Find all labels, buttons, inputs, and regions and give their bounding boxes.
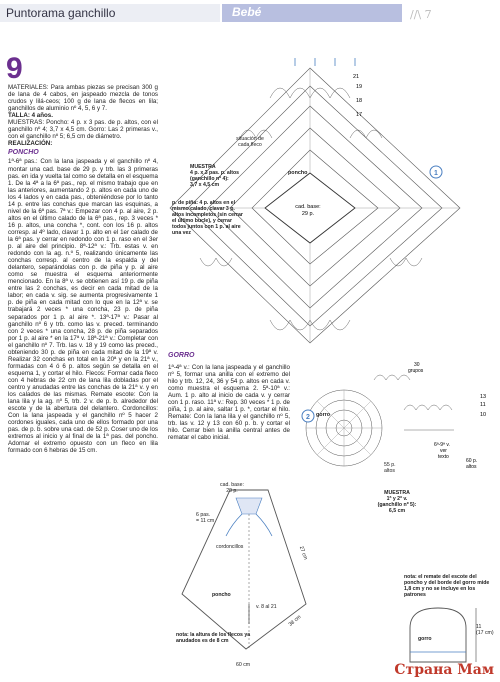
svg-text:60 p.: 60 p. [466, 458, 478, 464]
schema-dim-38: 38 cm [287, 614, 303, 628]
poncho-instructions: 1ª-6ª pas.: Con la lana jaspeada y el ganchillo nº 4, montar una cad. base de 29 p. y trb. las 3 primeras pas. en ida y vuelta tal como se detalla en el esquema 1. De la 4ª a la 6ª pas., rep. el mismo trabajo que en las anteriores, aumentando 2 p. altos en cada uno de los 4 lados y en cada pas., obteniéndose por lo tanto 14 p. entre las conchas que marcan las esquinas, a nivel de la 6ª pas. 7ª v.: Empezar con 4 p. al aire, 2 p. altos en el último calado de la 6ª pas., rep. 3 veces * 16 p. altos, una concha *, cont. con los 16 p. altos corresp. al 4º lado, clavar 1 p. alto en el 1er calado de la 6ª pas. y cerrar en redondo con 1 p. raso en el 3er p. al aire del principio. 8ª-12ª v.: Trb. estas v. en redondo con la ag. n.º 5, realizando únicamente las conchas corresp. al centro de la espalda y del delantero, separándolas con p. de piña y p. al aire como se muestra el esquema anteriormente mencionado. En la 8ª v. se obtienen así 19 p. de piña entre las 2 conchas, es decir en cada mitad de la labor; en cada v. sig. se aumenta progresivamente 1 p. de piña en cada mitad con lo que en la 12ª v. se trabajará 2 veces * una concha, 23 p. de piña separados por 1 p. al aire *. 13ª-17ª v.: Pasar al ganchillo nº 6 y trb. como las v. preced. terminando con 2 veces * una concha, 28 p. de piña separados por 1 p. al aire * en la 17ª v. 18ª-21ª v.: Completar con el ganchillo nº 7. Trb. las v. 18 y 19 como las preced., obteniendo 30 p. de piña en cada mitad de la 19ª v. Realizar 32 conchas en total en la 20ª y en la 21ª v., formadas con 4 ó 6 p. altos según se detalla en el esquema 1, y cortar el hilo. Flecos: Formar cada fleco con 4 hebras de 22 cm de lana lila dobladas por el centro y anudadas entre las conchas de la 21ª v. y en los calados de las mismas. Remate escote: Con la lana lila y la ag. nº 5, trb. 2 v. de p. b. alrededor del escote y de la abertura del delantero. Cordoncillos: Con la lana jaspeada y el ganchillo nº 5 hacer 2 cordones iguales, cada uno de ellos formado por una pas. de p. b. sobre una cad. de 52 p. Coser uno de los extremos al inicio y al final de la 1ª pas. del poncho. Adornar el extremo opuesto con un fleco en lila formado con 6 hebras de 15 cm. [8, 158, 158, 455]
schema-poncho-label: poncho [212, 592, 231, 598]
instructions-column [8, 84, 158, 454]
header-section-label: Bebé [232, 5, 262, 19]
schema-fringe-note: nota: la altura de los flecos ya anudados es de 8 cm [176, 632, 251, 644]
row-label-18: 18 [356, 98, 363, 104]
svg-text:1: 1 [434, 170, 438, 177]
schema-cad-base: cad. base: 29 p. [220, 482, 244, 494]
schema-cordoncillos: cordoncillos [216, 544, 244, 550]
samples-text: MUESTRAS: Poncho: 4 p. x 3 pas. de p. altos, con el ganchillo nº 4; 3,7 x 4,5 cm. Gorro: Las 2 primeras v., con el ganchillo nº 5; 6,5 cm de diámetro. [8, 119, 158, 141]
svg-text:altos: altos [466, 464, 477, 470]
gorro-instructions: 1ª-4ª v.: Con la lana jaspeada y el ganchillo nº 5, formar una anilla con el extremo del hilo y trb. 12, 24, 36 y 54 p. altos en cada v. como muestra el esquema 2. 5ª-10ª v.: Aum. 1 p. alto al inicio de cada v. y cerrar con 1 p. raso. 11ª v.: Rep. 30 veces * 1 p. de piña, 1 p. al aire, saltar 1 p. *, cortar el hilo. Remate: Con la lana lila y el ganchillo nº 5, trb. las v. 12 y 13 con 60 p. b. y cortar el hilo. Cerrar bien la anilla central antes de rematar el cabo inicial. [168, 364, 290, 442]
svg-text:10: 10 [480, 412, 487, 418]
gorro-muestra: MUESTRA 1ª y 2ª v. (ganchillo nº 5): 6,5 cm [377, 490, 417, 514]
svg-text:29 p.: 29 p. [301, 211, 315, 217]
diagram2-name: gorro [316, 412, 331, 418]
svg-text:11: 11 [480, 402, 486, 408]
schema-6pas: 6 pas. = 11 cm [196, 512, 215, 524]
site-watermark: Страна Мам [394, 662, 494, 678]
row-label-19: 19 [356, 84, 363, 90]
poncho-muestra: MUESTRA 4 p. x 3 pas. p. altos (ganchillo nº 4): 3,7 x 4,5 cm [190, 164, 240, 188]
svg-text:30: 30 [414, 362, 420, 368]
chart1-cad-base-label: cad. base: [295, 204, 321, 210]
poncho-heading: PONCHO [8, 149, 39, 157]
diagram1-name: poncho [288, 170, 308, 176]
gorro-55-label: 55 p. altos [384, 462, 396, 474]
row-label-21: 21 [353, 74, 360, 80]
svg-text:texto: texto [438, 454, 449, 460]
gorro-schema-height: 11 (17 cm) [476, 624, 494, 636]
header-scribble: //\ 7 [410, 8, 432, 21]
pina-stitch-note: p. de piña: 4 p. altos en el mismo calado, clavar 3 p. altos incompletos (sin cerrar el último bucle), y cerrar todos juntos con 1 p. al aire una vez [172, 200, 243, 236]
pattern-number: 9 [6, 52, 23, 85]
size-text: TALLA: 4 años. [8, 112, 53, 120]
svg-text:6ª-9ª v.: 6ª-9ª v. [434, 442, 450, 448]
svg-text:grupos: grupos [408, 368, 424, 374]
realization-heading: REALIZACIÓN: [8, 140, 53, 148]
svg-text:13: 13 [480, 394, 487, 400]
gorro-heading: GORRO [168, 352, 195, 359]
fringe-position-note: situación de cada fleco [236, 136, 264, 148]
gorro-schema-note: nota: el remate del escote del poncho y del borde del gorro mide 1,8 cm y no se incluye en los patrones [404, 574, 490, 598]
gorro-schema-label: gorro [418, 636, 432, 642]
schema-dim-27: 27 cm [297, 545, 309, 561]
materials-text: MATERIALES: Para ambas piezas se precisan 300 g de lana de 4 cabos, en jaspeado mezcla de tonos crudos y lilá-ceos; 100 g de lana de flecos en lila; ganchillos de aluminio nº 4, 5, 6 y 7. [8, 84, 158, 113]
svg-text:2: 2 [306, 414, 310, 421]
header-title: Puntorama ganchillo [6, 6, 116, 20]
schema-v-label: v. 8 al 21 [256, 604, 277, 610]
row-label-17: 17 [356, 112, 363, 118]
gorro-crochet-chart [284, 350, 496, 472]
schema-dim-60: 60 cm [236, 662, 251, 668]
svg-text:ver: ver [440, 448, 447, 454]
